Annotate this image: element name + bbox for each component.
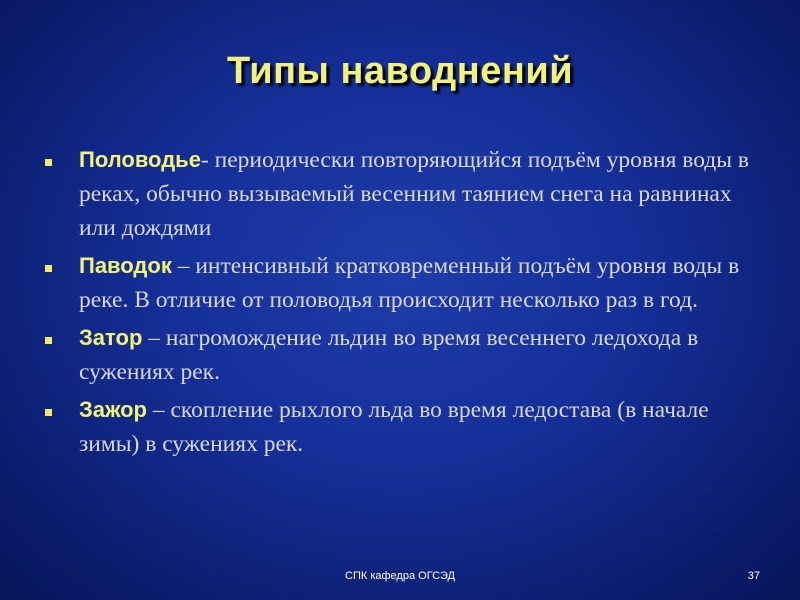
- square-bullet-icon: [45, 265, 52, 272]
- page-number: 37: [747, 570, 760, 582]
- bullet-item-zazhor: [42, 393, 762, 461]
- term-definition: – интенсивный кратковременный подъём уровня воды в реке. В отличие от половодья происходит несколько раз в год.: [79, 253, 740, 313]
- bullet-item-pavodok: [42, 249, 762, 317]
- term-definition: – нагромождение льдин во время весеннего ледохода в сужениях рек.: [79, 325, 699, 385]
- term-label: Зажор: [79, 397, 147, 422]
- bullet-item-zator: [42, 321, 762, 389]
- square-bullet-icon: [45, 159, 52, 166]
- slide-title: Типы наводнений: [226, 50, 574, 92]
- term-label: Половодье: [79, 147, 201, 172]
- square-bullet-icon: [45, 337, 52, 344]
- slide-footer: СПК кафедра ОГСЭД: [345, 570, 455, 582]
- term-definition: – скопление рыхлого льда во время ледостава (в начале зимы) в сужениях рек.: [79, 397, 709, 457]
- bullet-list: [42, 143, 762, 461]
- term-definition: - периодически повторяющийся подъём уровня воды в реках, обычно вызываемый весенним таянием снега на равнинах или дождями: [79, 147, 749, 241]
- term-label: Паводок: [79, 253, 172, 278]
- bullet-item-polovodye: [42, 143, 762, 245]
- square-bullet-icon: [45, 409, 52, 416]
- term-label: Затор: [79, 325, 143, 350]
